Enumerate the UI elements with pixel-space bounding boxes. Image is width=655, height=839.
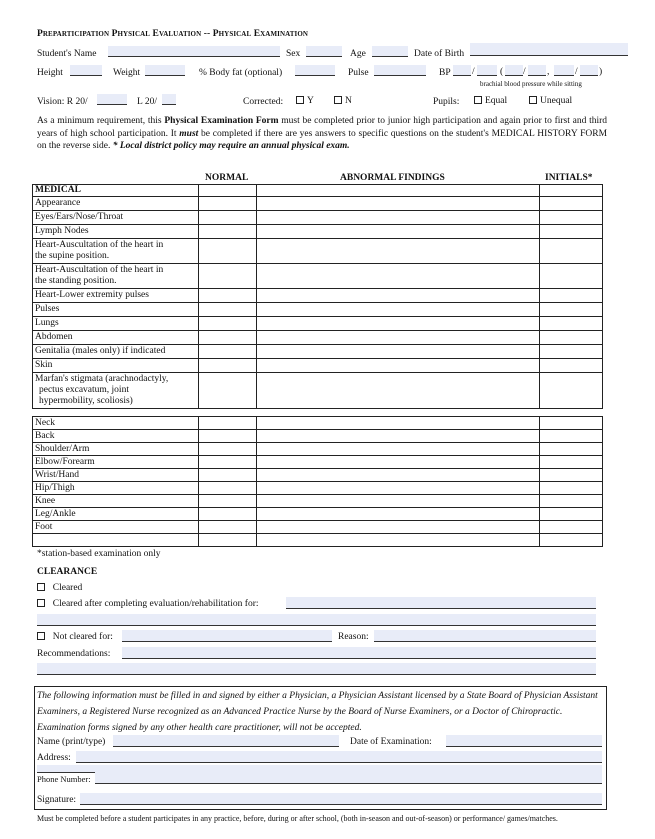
- intro-policy-note: * Local district policy may require an annual physical exam.: [112, 141, 350, 151]
- table-row: [33, 225, 603, 239]
- abnormal-cell[interactable]: [256, 469, 539, 482]
- table-row: [33, 521, 603, 534]
- table-row: [33, 331, 603, 345]
- intro-must: must: [179, 128, 199, 139]
- normal-cell[interactable]: [198, 211, 256, 225]
- initials-cell[interactable]: [540, 495, 603, 508]
- medical-item-line: Pulses: [35, 304, 60, 314]
- not-cleared-field[interactable]: [122, 630, 332, 642]
- initials-cell[interactable]: [540, 331, 603, 345]
- abnormal-cell[interactable]: [256, 197, 539, 211]
- abnormal-cell[interactable]: [256, 331, 539, 345]
- corrected-n-label: N: [345, 96, 352, 106]
- medical-item-line: Eyes/Ears/Nose/Throat: [35, 212, 124, 222]
- student-name-field[interactable]: [108, 46, 280, 57]
- msk-item-label: Foot: [33, 521, 199, 534]
- table-row: [33, 289, 603, 303]
- table-row: [33, 303, 603, 317]
- recommendations-field-2[interactable]: [37, 663, 596, 675]
- bp-field-1[interactable]: [453, 65, 471, 76]
- normal-cell[interactable]: [198, 331, 256, 345]
- intro-text-2: must be completed prior to junior high participation and again prior to first and third years of high school participation. It: [37, 116, 608, 139]
- medical-item-line: the supine position.: [35, 251, 110, 261]
- normal-cell[interactable]: [198, 482, 256, 495]
- station-note: *station-based examination only: [37, 549, 161, 559]
- msk-item-label: Hip/Thigh: [33, 482, 199, 495]
- pupils-unequal-label: Unequal: [540, 96, 573, 106]
- signature-field[interactable]: [80, 793, 602, 805]
- checkbox-icon[interactable]: [334, 96, 342, 104]
- medical-header-cell: MEDICAL: [33, 185, 199, 197]
- abnormal-header: ABNORMAL FINDINGS: [340, 173, 445, 183]
- vision-r-field[interactable]: [97, 94, 127, 105]
- sex-label: Sex: [286, 49, 301, 59]
- recommendations-field[interactable]: [122, 647, 596, 659]
- medical-item-line: Genitalia (males only) if indicated: [35, 346, 166, 356]
- initials-cell[interactable]: [540, 469, 603, 482]
- abnormal-cell[interactable]: [256, 456, 539, 469]
- abnormal-cell[interactable]: [256, 303, 539, 317]
- checkbox-icon[interactable]: [37, 583, 45, 591]
- abnormal-cell[interactable]: [256, 430, 539, 443]
- normal-cell[interactable]: [198, 534, 256, 547]
- abnormal-cell[interactable]: [256, 482, 539, 495]
- table-row: [33, 345, 603, 359]
- bp-field-5[interactable]: [554, 65, 574, 76]
- medical-item-line: Abdomen: [35, 332, 73, 342]
- medical-item-line: Appearance: [35, 198, 81, 208]
- cleared-option[interactable]: [37, 583, 82, 593]
- height-field[interactable]: [70, 65, 102, 76]
- table-row: [33, 456, 603, 469]
- medical-item-line: Lymph Nodes: [35, 226, 89, 236]
- medical-item-line: hypermobility, scoliosis): [39, 396, 133, 406]
- exam-date-label: Date of Examination:: [350, 737, 432, 747]
- medical-item-label: [33, 317, 199, 331]
- medical-item-label: [33, 359, 199, 373]
- abnormal-cell[interactable]: [256, 317, 539, 331]
- normal-cell[interactable]: [198, 430, 256, 443]
- medical-item-line: Heart-Lower extremity pulses: [35, 290, 149, 300]
- recommendations-label: Recommendations:: [37, 649, 111, 659]
- phone-field[interactable]: [95, 772, 602, 784]
- normal-cell[interactable]: [198, 521, 256, 534]
- medical-table: [32, 184, 603, 409]
- medical-item-line: Skin: [35, 360, 53, 370]
- bp-comma: ,: [547, 67, 550, 77]
- height-label: Height: [37, 68, 63, 78]
- table-row: [33, 443, 603, 456]
- pulse-field[interactable]: [374, 65, 426, 76]
- abnormal-cell[interactable]: [256, 534, 539, 547]
- medical-item-label: [33, 345, 199, 359]
- phone-label: Phone Number:: [37, 774, 91, 784]
- exam-date-field[interactable]: [446, 735, 602, 747]
- abnormal-cell[interactable]: [256, 373, 539, 409]
- checkbox-icon[interactable]: [37, 599, 45, 607]
- pupils-equal-option[interactable]: [474, 96, 507, 106]
- initials-cell[interactable]: [540, 534, 603, 547]
- sex-field[interactable]: [306, 46, 342, 57]
- table-row: [33, 482, 603, 495]
- medical-item-line: Marfan's stigmata (arachnodactyly,: [35, 374, 169, 384]
- initials-cell[interactable]: [540, 482, 603, 495]
- initials-cell[interactable]: [540, 508, 603, 521]
- msk-item-label: Back: [33, 430, 199, 443]
- initials-cell[interactable]: [540, 345, 603, 359]
- msk-table: [32, 416, 603, 547]
- clearance-header: CLEARANCE: [37, 567, 98, 577]
- normal-cell[interactable]: [198, 197, 256, 211]
- bp-field-2[interactable]: [477, 65, 497, 76]
- reason-field[interactable]: [374, 630, 596, 642]
- medical-item-label: [33, 239, 199, 264]
- bp-paren-open: (: [500, 67, 504, 77]
- medical-item-label: [33, 289, 199, 303]
- normal-cell[interactable]: [198, 373, 256, 409]
- abnormal-cell[interactable]: [256, 417, 539, 430]
- bp-note: brachial blood pressure while sitting: [480, 80, 582, 88]
- abnormal-cell[interactable]: [256, 508, 539, 521]
- not-cleared-label: Not cleared for:: [52, 632, 113, 642]
- table-row: [33, 317, 603, 331]
- normal-cell[interactable]: [198, 239, 256, 264]
- msk-item-label: Knee: [33, 495, 199, 508]
- msk-item-label: Shoulder/Arm: [33, 443, 199, 456]
- initials-cell[interactable]: [540, 373, 603, 409]
- normal-cell[interactable]: [198, 443, 256, 456]
- intro-form-name: Physical Examination Form: [164, 116, 279, 126]
- body-fat-label: % Body fat (optional): [199, 68, 283, 78]
- cleared-after-label: Cleared after completing evaluation/rehabilitation for:: [52, 599, 259, 609]
- normal-cell[interactable]: [198, 225, 256, 239]
- table-row: [33, 359, 603, 373]
- age-field[interactable]: [372, 46, 408, 57]
- weight-field[interactable]: [145, 65, 185, 76]
- normal-cell[interactable]: [198, 345, 256, 359]
- address-label: Address:: [37, 753, 71, 763]
- weight-label: Weight: [113, 68, 141, 78]
- msk-item-label: Neck: [33, 417, 199, 430]
- exam-name-label: Name (print/type): [37, 737, 106, 747]
- initials-cell[interactable]: [540, 239, 603, 264]
- checkbox-icon[interactable]: [529, 96, 537, 104]
- medical-item-label: [33, 211, 199, 225]
- medical-header-row: [33, 185, 603, 197]
- table-row: [33, 495, 603, 508]
- dob-label: Date of Birth: [414, 49, 465, 59]
- checkbox-icon[interactable]: [474, 96, 482, 104]
- msk-item-label: Leg/Ankle: [33, 508, 199, 521]
- pupils-unequal-option[interactable]: [529, 96, 572, 106]
- corrected-n-option[interactable]: [334, 96, 352, 106]
- bp-field-4[interactable]: [528, 65, 546, 76]
- age-label: Age: [350, 49, 366, 59]
- abnormal-cell[interactable]: [256, 225, 539, 239]
- table-row: [33, 197, 603, 211]
- corrected-y-label: Y: [307, 96, 314, 106]
- bp-field-3[interactable]: [505, 65, 523, 76]
- table-row: [33, 534, 603, 547]
- normal-cell[interactable]: [198, 417, 256, 430]
- abnormal-cell[interactable]: [256, 443, 539, 456]
- msk-item-label: Elbow/Forearm: [33, 456, 199, 469]
- table-row: [33, 469, 603, 482]
- initials-cell[interactable]: [540, 359, 603, 373]
- medical-item-line: Heart-Auscultation of the heart in: [35, 265, 164, 275]
- initials-cell[interactable]: [540, 264, 603, 289]
- initials-cell[interactable]: [540, 430, 603, 443]
- medical-item-line: the standing position.: [35, 276, 117, 286]
- normal-cell[interactable]: [198, 289, 256, 303]
- vision-r-label: Vision: R 20/: [37, 97, 88, 107]
- bp-slash-3: /: [575, 67, 578, 77]
- bp-label: BP: [439, 68, 451, 78]
- medical-item-label: [33, 264, 199, 289]
- address-field[interactable]: [76, 751, 602, 763]
- medical-header-blank: [256, 185, 539, 197]
- vision-l-label: L 20/: [137, 97, 157, 107]
- normal-cell[interactable]: [198, 264, 256, 289]
- intro-paragraph: [37, 115, 607, 153]
- initials-header: INITIALS*: [545, 173, 593, 183]
- medical-header-blank: [540, 185, 603, 197]
- not-cleared-option[interactable]: [37, 632, 113, 642]
- intro-text-3: be completed if there are yes answers to specific questions on the student's MEDICAL HISTORY FORM on the reverse side.: [37, 128, 608, 151]
- pulse-label: Pulse: [348, 68, 369, 78]
- initials-cell[interactable]: [540, 197, 603, 211]
- medical-item-line: pectus excavatum, joint: [39, 385, 129, 395]
- corrected-y-option[interactable]: [296, 96, 314, 106]
- bp-slash-2: /: [523, 67, 526, 77]
- corrected-label: Corrected:: [243, 97, 284, 107]
- medical-item-line: Heart-Auscultation of the heart in: [35, 240, 164, 250]
- abnormal-cell[interactable]: [256, 345, 539, 359]
- initials-cell[interactable]: [540, 317, 603, 331]
- medical-header-blank: [198, 185, 256, 197]
- normal-cell[interactable]: [198, 469, 256, 482]
- bp-field-6[interactable]: [580, 65, 598, 76]
- vision-l-field[interactable]: [162, 94, 176, 105]
- cleared-label: Cleared: [52, 583, 83, 593]
- abnormal-cell[interactable]: [256, 289, 539, 303]
- abnormal-cell[interactable]: [256, 495, 539, 508]
- medical-item-label: [33, 197, 199, 211]
- table-row: [33, 239, 603, 264]
- abnormal-cell[interactable]: [256, 211, 539, 225]
- initials-cell[interactable]: [540, 417, 603, 430]
- msk-item-label: Wrist/Hand: [33, 469, 199, 482]
- initials-cell[interactable]: [540, 289, 603, 303]
- checkbox-icon[interactable]: [296, 96, 304, 104]
- msk-item-label: [33, 534, 199, 547]
- normal-cell[interactable]: [198, 495, 256, 508]
- abnormal-cell[interactable]: [256, 359, 539, 373]
- table-row: [33, 430, 603, 443]
- abnormal-cell[interactable]: [256, 521, 539, 534]
- normal-cell[interactable]: [198, 317, 256, 331]
- medical-item-label: [33, 331, 199, 345]
- cleared-after-field[interactable]: [286, 597, 596, 609]
- student-name-label: Student's Name: [37, 49, 97, 59]
- bp-slash-1: /: [472, 67, 475, 77]
- initials-cell[interactable]: [540, 225, 603, 239]
- table-row: [33, 264, 603, 289]
- signature-instructions: The following information must be filled in and signed by either a Physician, a Physician Assistant licensed by a State Board of Physician Assistant Examiners, a Registered Nurse recognized as an Advanced Practice Nurse by the Board of Nurse Examiners, or a Doctor of Chiropractic. Examination forms signed by any other health care practitioner, will not be accepted.: [37, 691, 598, 733]
- normal-cell[interactable]: [198, 359, 256, 373]
- intro-text-1: As a minimum requirement, this: [37, 116, 162, 126]
- bp-paren-close: ): [599, 67, 603, 77]
- table-row: [33, 417, 603, 430]
- medical-item-label: [33, 225, 199, 239]
- table-row: [33, 373, 603, 409]
- initials-cell[interactable]: [540, 521, 603, 534]
- table-row: [33, 211, 603, 225]
- signature-label: Signature:: [37, 795, 77, 805]
- medical-item-line: Lungs: [35, 318, 59, 328]
- pupils-label: Pupils:: [433, 97, 460, 107]
- dob-field[interactable]: [470, 43, 628, 56]
- normal-cell[interactable]: [198, 303, 256, 317]
- initials-cell[interactable]: [540, 443, 603, 456]
- footer-note: Must be completed before a student participates in any practice, before, during or after school, (both in-season and out-of-season) or performance/ games/matches.: [37, 814, 558, 823]
- normal-cell[interactable]: [198, 456, 256, 469]
- normal-cell[interactable]: [198, 508, 256, 521]
- initials-cell[interactable]: [540, 211, 603, 225]
- initials-cell[interactable]: [540, 456, 603, 469]
- abnormal-cell[interactable]: [256, 239, 539, 264]
- initials-cell[interactable]: [540, 303, 603, 317]
- table-row: [33, 508, 603, 521]
- normal-header: NORMAL: [205, 173, 249, 183]
- abnormal-cell[interactable]: [256, 264, 539, 289]
- body-fat-field[interactable]: [295, 65, 335, 76]
- exam-name-field[interactable]: [113, 735, 339, 747]
- cleared-after-option[interactable]: [37, 599, 259, 609]
- medical-item-label: [33, 303, 199, 317]
- pupils-equal-label: Equal: [485, 96, 508, 106]
- cleared-after-field-2[interactable]: [37, 614, 596, 626]
- page-title: Preparticipation Physical Evaluation -- Physical Examination: [37, 29, 309, 39]
- checkbox-icon[interactable]: [37, 632, 45, 640]
- medical-item-label: [33, 373, 199, 409]
- reason-label: Reason:: [338, 632, 369, 642]
